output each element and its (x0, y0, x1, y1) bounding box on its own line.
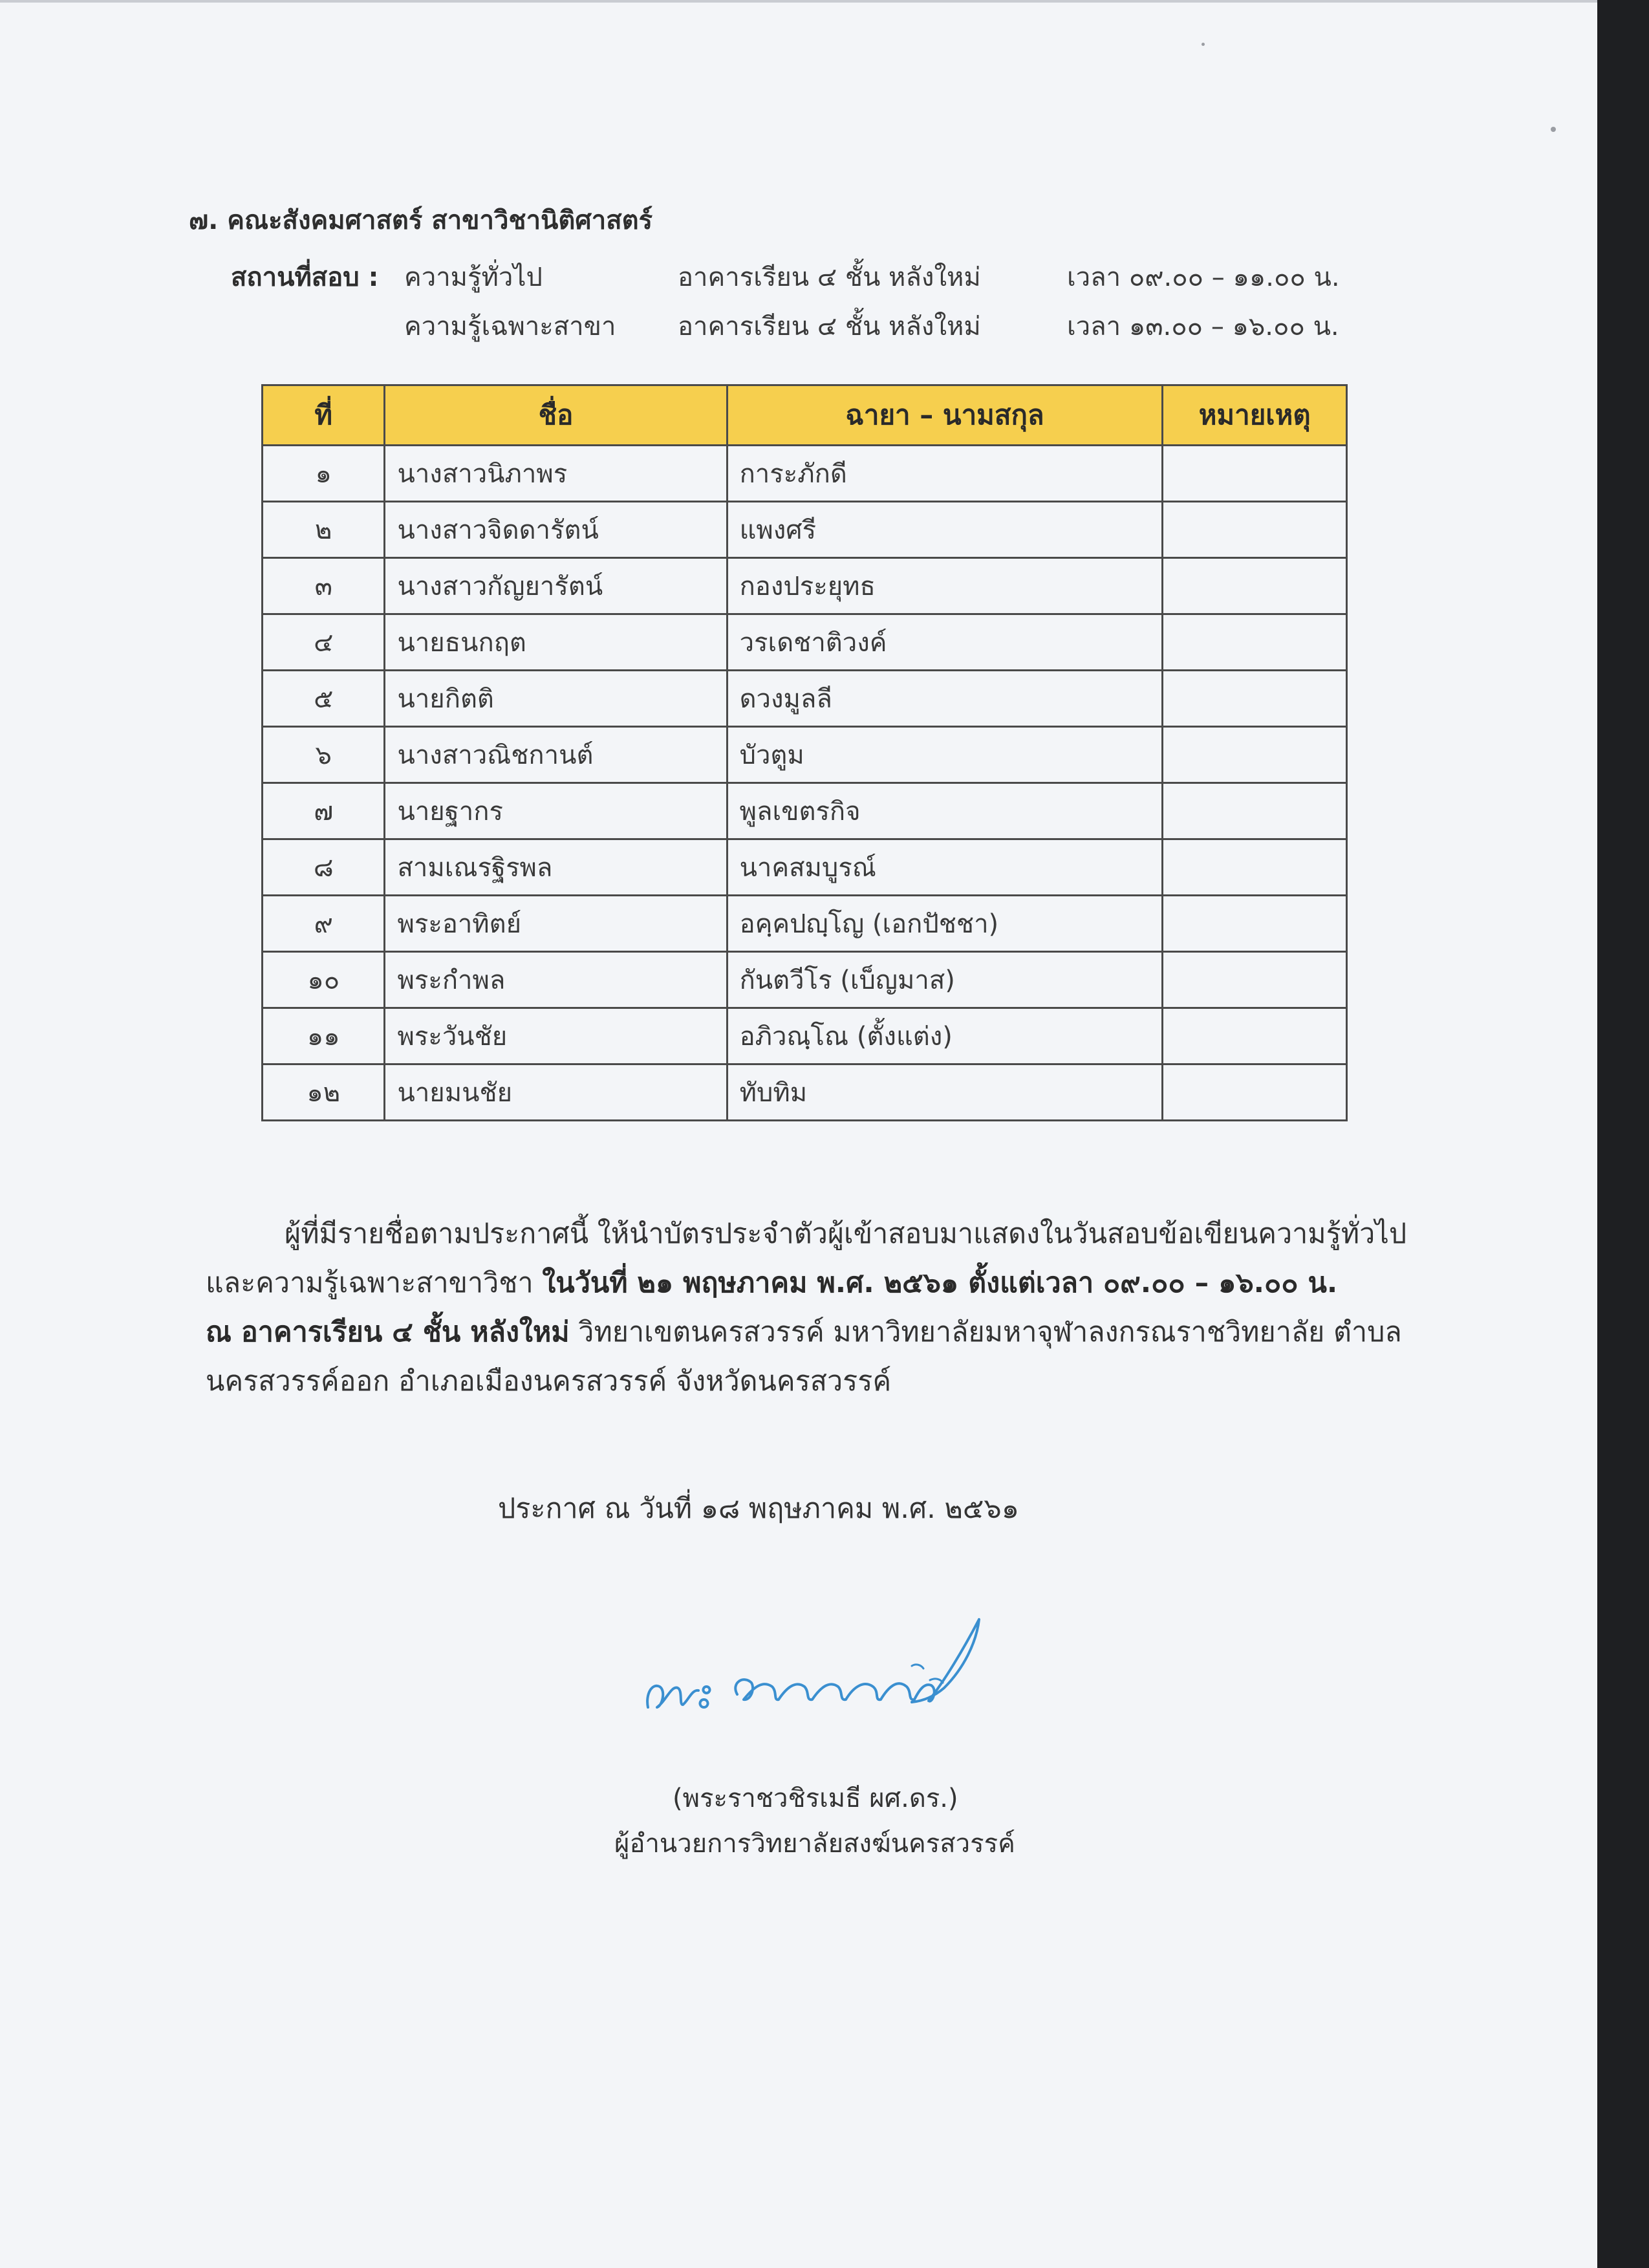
cell-no: ๖ (263, 727, 385, 783)
cell-no: ๙ (263, 896, 385, 952)
cell-surname: ทับทิม (727, 1064, 1163, 1121)
table-row (263, 727, 1347, 783)
header-no: ที่ (263, 385, 385, 446)
cell-remark (1163, 614, 1347, 671)
header-remark: หมายเหตุ (1163, 385, 1347, 446)
exam-venue-text: ณ อาคารเรียน ๔ ชั้น หลังใหม่ (206, 1316, 570, 1348)
signer-title: ผู้อำนวยการวิทยาลัยสงฆ์นครสวรรค์ (614, 1829, 1015, 1859)
paragraph-line: นครสวรรค์ออก อำเภอเมืองนครสวรรค์ จังหวัดนครสวรรค์ (206, 1365, 892, 1398)
cell-surname: ดวงมูลลี (727, 671, 1163, 727)
cell-remark (1163, 558, 1347, 614)
cell-name: นายกิตติ (385, 671, 727, 727)
paragraph-line (206, 1308, 1421, 1357)
table-row (263, 952, 1347, 1008)
table-row (263, 839, 1347, 896)
signature-image (640, 1604, 1002, 1733)
cell-no: ๓ (263, 558, 385, 614)
venue-label: สถานที่สอบ : (231, 263, 379, 292)
instruction-paragraph (206, 1209, 1421, 1406)
venue-place-specific: อาคารเรียน ๔ ชั้น หลังใหม่ (678, 312, 981, 341)
cell-name: พระอาทิตย์ (385, 896, 727, 952)
venue-place-general: อาคารเรียน ๔ ชั้น หลังใหม่ (678, 263, 981, 292)
cell-remark (1163, 839, 1347, 896)
cell-no: ๑ (263, 446, 385, 502)
table-row (263, 502, 1347, 558)
cell-no: ๑๐ (263, 952, 385, 1008)
cell-surname: กันตวีโร (เบ็ญมาส) (727, 952, 1163, 1008)
venue-subject-general: ความรู้ทั่วไป (404, 263, 543, 292)
cell-remark (1163, 1008, 1347, 1064)
page-top-edge (0, 0, 1597, 3)
cell-name: สามเณรฐิรพล (385, 839, 727, 896)
section-title: ๗. คณะสังคมศาสตร์ สาขาวิชานิติศาสตร์ (189, 206, 653, 235)
cell-surname: การะภักดี (727, 446, 1163, 502)
scan-background-edge (1597, 0, 1649, 2268)
exam-date-text: ในวันที่ ๒๑ พฤษภาคม พ.ศ. ๒๕๖๑ ตั้งแต่เวลา ๐๙.๐๐ – ๑๖.๐๐ น. (542, 1267, 1338, 1299)
cell-name: นางสาวนิภาพร (385, 446, 727, 502)
cell-name: นายมนชัย (385, 1064, 727, 1121)
cell-no: ๘ (263, 839, 385, 896)
paragraph-line: ผู้ที่มีรายชื่อตามประกาศนี้ ให้นำบัตรประจำตัวผู้เข้าสอบมาแสดงในวันสอบข้อเขียนความรู้ทั่วไป (285, 1218, 1407, 1250)
table-row (263, 446, 1347, 502)
table-row (263, 671, 1347, 727)
table-row (263, 1064, 1347, 1121)
cell-name: นายฐากร (385, 783, 727, 839)
cell-no: ๗ (263, 783, 385, 839)
announcement-date: ประกาศ ณ วันที่ ๑๘ พฤษภาคม พ.ศ. ๒๕๖๑ (498, 1493, 1019, 1525)
signer-name: (พระราชวชิรเมธี ผศ.ดร.) (673, 1784, 958, 1813)
cell-no: ๒ (263, 502, 385, 558)
cell-name: พระกำพล (385, 952, 727, 1008)
cell-surname: แพงศรี (727, 502, 1163, 558)
scan-speck (1202, 43, 1205, 46)
cell-surname: บัวตูม (727, 727, 1163, 783)
table-row (263, 783, 1347, 839)
cell-surname: วรเดชาติวงค์ (727, 614, 1163, 671)
cell-remark (1163, 896, 1347, 952)
table-row (263, 558, 1347, 614)
table-header-row (263, 385, 1347, 446)
cell-name: นางสาวจิดดารัตน์ (385, 502, 727, 558)
header-surname: ฉายา – นามสกุล (727, 385, 1163, 446)
cell-remark (1163, 1064, 1347, 1121)
cell-surname: นาคสมบูรณ์ (727, 839, 1163, 896)
cell-name: พระวันชัย (385, 1008, 727, 1064)
table-row (263, 614, 1347, 671)
cell-surname: พูลเขตรกิจ (727, 783, 1163, 839)
cell-no: ๔ (263, 614, 385, 671)
venue-time-general: เวลา ๐๙.๐๐ – ๑๑.๐๐ น. (1067, 263, 1340, 292)
cell-remark (1163, 952, 1347, 1008)
header-name: ชื่อ (385, 385, 727, 446)
cell-name: นางสาวกัญยารัตน์ (385, 558, 727, 614)
cell-remark (1163, 671, 1347, 727)
cell-remark (1163, 446, 1347, 502)
venue-time-specific: เวลา ๑๓.๐๐ – ๑๖.๐๐ น. (1067, 312, 1339, 341)
cell-no: ๕ (263, 671, 385, 727)
paragraph-line (206, 1258, 1421, 1308)
cell-no: ๑๑ (263, 1008, 385, 1064)
cell-surname: อภิวณฺโณ (ตั้งแต่ง) (727, 1008, 1163, 1064)
paragraph-text: วิทยาเขตนครสวรรค์ มหาวิทยาลัยมหาจุฬาลงกรณราชวิทยาลัย ตำบล (569, 1316, 1402, 1348)
paragraph-text: และความรู้เฉพาะสาขาวิชา (206, 1267, 543, 1299)
cell-name: นายธนกฤต (385, 614, 727, 671)
candidate-table (261, 384, 1348, 1121)
table-row (263, 1008, 1347, 1064)
cell-surname: อคฺคปญฺโญ (เอกปัชชา) (727, 896, 1163, 952)
cell-name: นางสาวณิชกานต์ (385, 727, 727, 783)
scan-speck (1551, 127, 1556, 132)
table-row (263, 896, 1347, 952)
cell-no: ๑๒ (263, 1064, 385, 1121)
cell-remark (1163, 727, 1347, 783)
venue-subject-specific: ความรู้เฉพาะสาขา (404, 312, 616, 341)
cell-remark (1163, 783, 1347, 839)
cell-surname: กองประยุทธ (727, 558, 1163, 614)
cell-remark (1163, 502, 1347, 558)
